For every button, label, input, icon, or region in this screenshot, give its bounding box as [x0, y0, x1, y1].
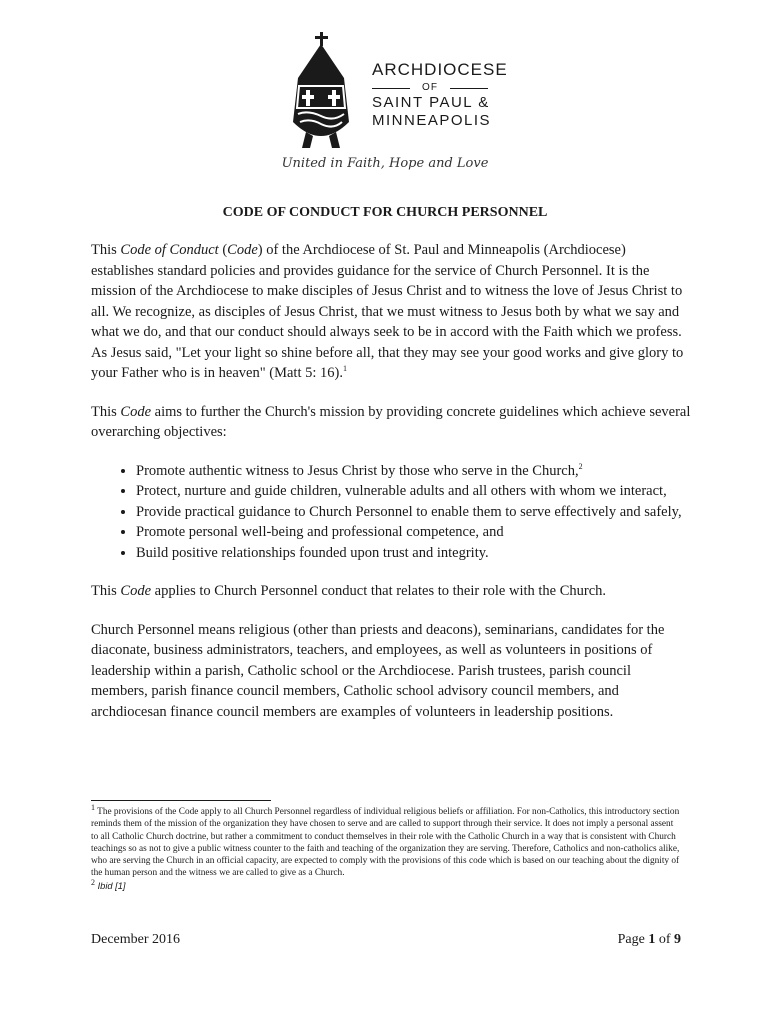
footnote-ref-1: 1 — [342, 364, 347, 374]
list-item: • Promote authentic witness to Jesus Christ by those who serve in the Church,$^2$ — [136, 461, 691, 482]
org-line-4: MINNEAPOLIS — [372, 112, 492, 129]
aims-paragraph: This Code aims to further the Church's mission by providing concrete guidelines which achieve several overarching objectives: — [91, 403, 691, 440]
footnotes — [91, 802, 681, 893]
org-line-1: ARCHDIOCESE — [372, 60, 508, 79]
list-item: • Build positive relationships founded upon trust and integrity. — [136, 543, 691, 564]
page-number: Page 1 of 9 — [617, 932, 681, 947]
footer-date: December 2016 — [91, 932, 181, 947]
footnote-divider — [91, 800, 271, 801]
list-item: • Promote personal well-being and professional competence, and — [136, 522, 691, 543]
footnote-2: $^2$ Ibid [1] — [91, 877, 126, 891]
definition-paragraph: Church Personnel means religious (other than priests and deacons), seminarians, candidates for the diaconate, business administrators, teachers, and employees, as well as volunteers in positions of leadership within a parish, Catholic school or the Archdiocese. Parish trustees, parish council members, parish finance council members, Catholic school advisory council members, and archdiocesan finance council members are examples of volunteers in leadership positions. — [91, 621, 665, 720]
document-body — [91, 240, 691, 740]
document-title: CODE OF CONDUCT FOR CHURCH PERSONNEL — [222, 205, 548, 220]
objectives-list — [91, 461, 691, 564]
tagline: United in Faith, Hope and Love — [281, 156, 489, 171]
org-line-3: SAINT PAUL & — [372, 94, 490, 111]
footnote-1: $^1$ The provisions of the Code apply to all Church Personnel regardless of individual religious beliefs or affiliation. For non-Catholics, this introductory section reminds them of the mission of the organization they have chosen to serve and are called to support through their service. It does not imply a personal assent to all Catholic Church doctrine, but rather a commitment to conduct themselves in their role with the Catholic Church in a way that is consistent with Church teachings so as not to give a public witness counter to the faith and teaching of the organization they are serving. Therefore, Catholics and non-catholics alike, who are serving the Church in an official capacity, are expected to comply with the provisions of this code which is based on our teaching about the dignity of the human person and the witness we are called to give as a Church. — [91, 802, 680, 879]
footnote-ref-2: 2 — [578, 461, 583, 471]
org-line-2: OF — [372, 82, 488, 93]
applies-paragraph: This Code applies to Church Personnel conduct that relates to their role with the Church. — [91, 583, 607, 599]
intro-paragraph: This Code of Conduct (Code) of the Archdiocese of St. Paul and Minneapolis (Archdiocese) establishes standard policies and provides guidance for the service of Church Personnel. It is the mission of the Archdiocese to make disciples of Jesus Christ and to witness the love of Jesus Christ to all. We recognize, as disciples of Jesus Christ, that we must witness to Jesus both by what we say and what we do, and that our conduct should always seek to be in accord with the Faith which we profess. As Jesus said, "Let your light so shine before all, that they may see your good works and give glory to your Father who is in heaven" (Matt 5: 16).$^1$ — [91, 242, 684, 381]
list-item: • Protect, nurture and guide children, vulnerable adults and all others with whom we interact, — [136, 481, 691, 502]
list-item: • Provide practical guidance to Church Personnel to enable them to serve effectively and safely, — [136, 502, 691, 523]
organization-name — [372, 60, 508, 130]
